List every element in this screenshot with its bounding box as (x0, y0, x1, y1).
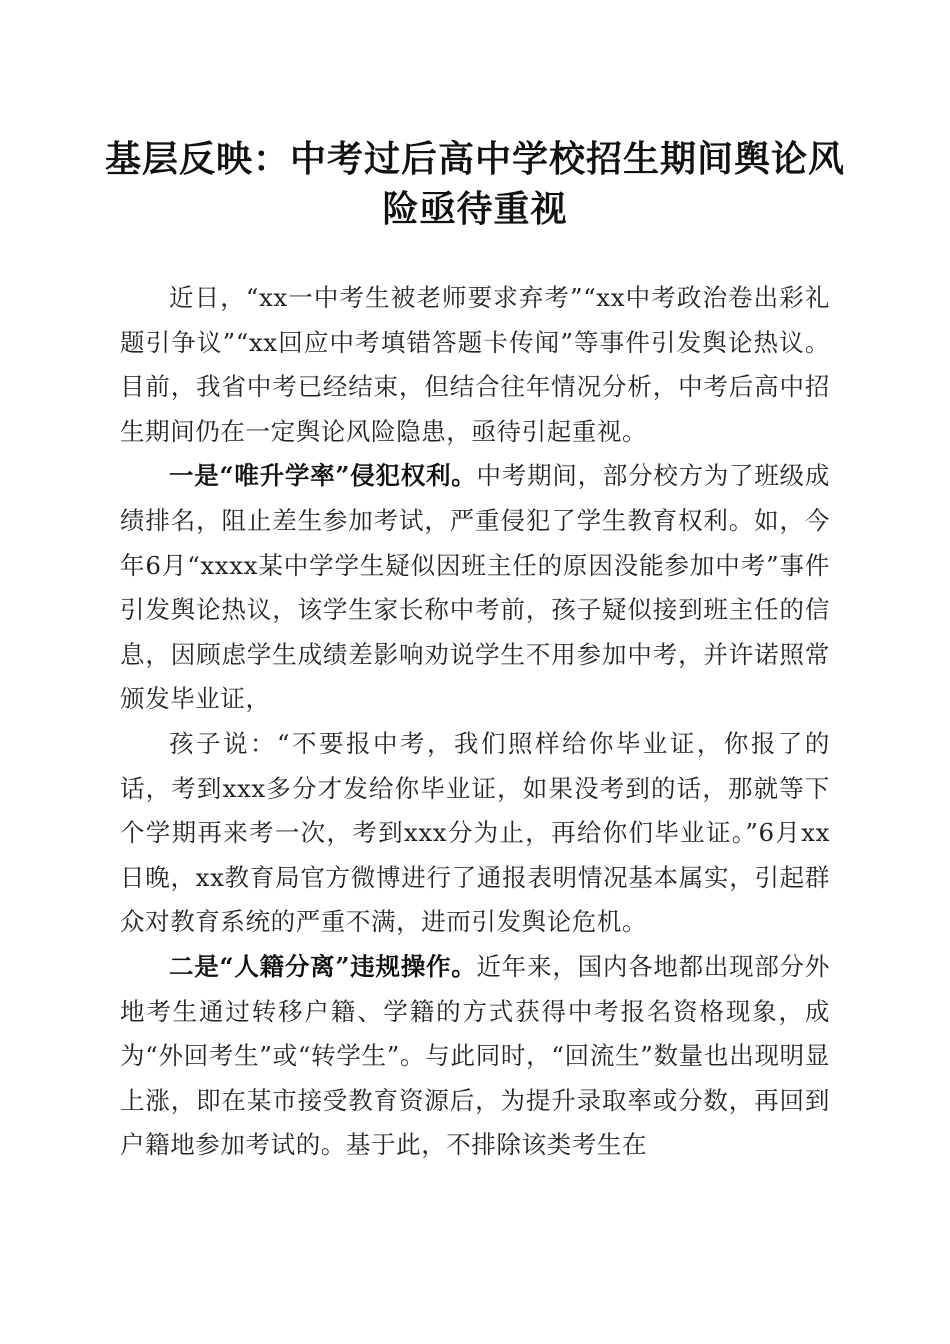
document-body (120, 276, 830, 1168)
paragraph-lead: 一是“唯升学率”侵犯权利。 (169, 461, 477, 491)
paragraph-text: 近日，“xx一中考生被老师要求弃考”“xx中考政治卷出彩礼题引争议”“xx回应中考填错答题卡传闻”等事件引发舆论热议。目前，我省中考已经结束，但结合往年情况分析，中考后高中招生期间仍在一定舆论风险隐患，亟待引起重视。 (120, 283, 830, 446)
paragraph-point-one (120, 454, 830, 722)
paragraph-quote (120, 722, 830, 945)
page-title: 基层反映：中考过后高中学校招生期间舆论风险亟待重视 (104, 138, 845, 230)
paragraph-text: 中考期间，部分校方为了班级成绩排名，阻止差生参加考试，严重侵犯了学生教育权利。如，今年6月“xxxx某中学学生疑似因班主任的原因没能参加中考”事件引发舆论热议，该学生家长称中考前，孩子疑似接到班主任的信息，因顾虑学生成绩差影响劝说学生不用参加中考，并许诺照常颁发毕业证， (120, 461, 830, 714)
paragraph-point-two (120, 945, 830, 1168)
paragraph-lead: 二是“人籍分离”违规操作。 (169, 951, 477, 981)
paragraph-text: 孩子说：“不要报中考，我们照样给你毕业证，你报了的话，考到xxx多分才发给你毕业证，如果没考到的话，那就等下个学期再来考一次，考到xxx分为止，再给你们毕业证。”6月xx日晚，xx教育局官方微博进行了通报表明情况基本属实，引起群众对教育系统的严重不满，进而引发舆论危机。 (120, 728, 830, 937)
paragraph-text: 近年来，国内各地都出现部分外地考生通过转移户籍、学籍的方式获得中考报名资格现象，成为“外回考生”或“转学生”。与此同时，“回流生”数量也出现明显上涨，即在某市接受教育资源后，为提升录取率或分数，再回到户籍地参加考试的。基于此，不排除该类考生在 (120, 951, 830, 1160)
paragraph-intro (120, 276, 830, 454)
